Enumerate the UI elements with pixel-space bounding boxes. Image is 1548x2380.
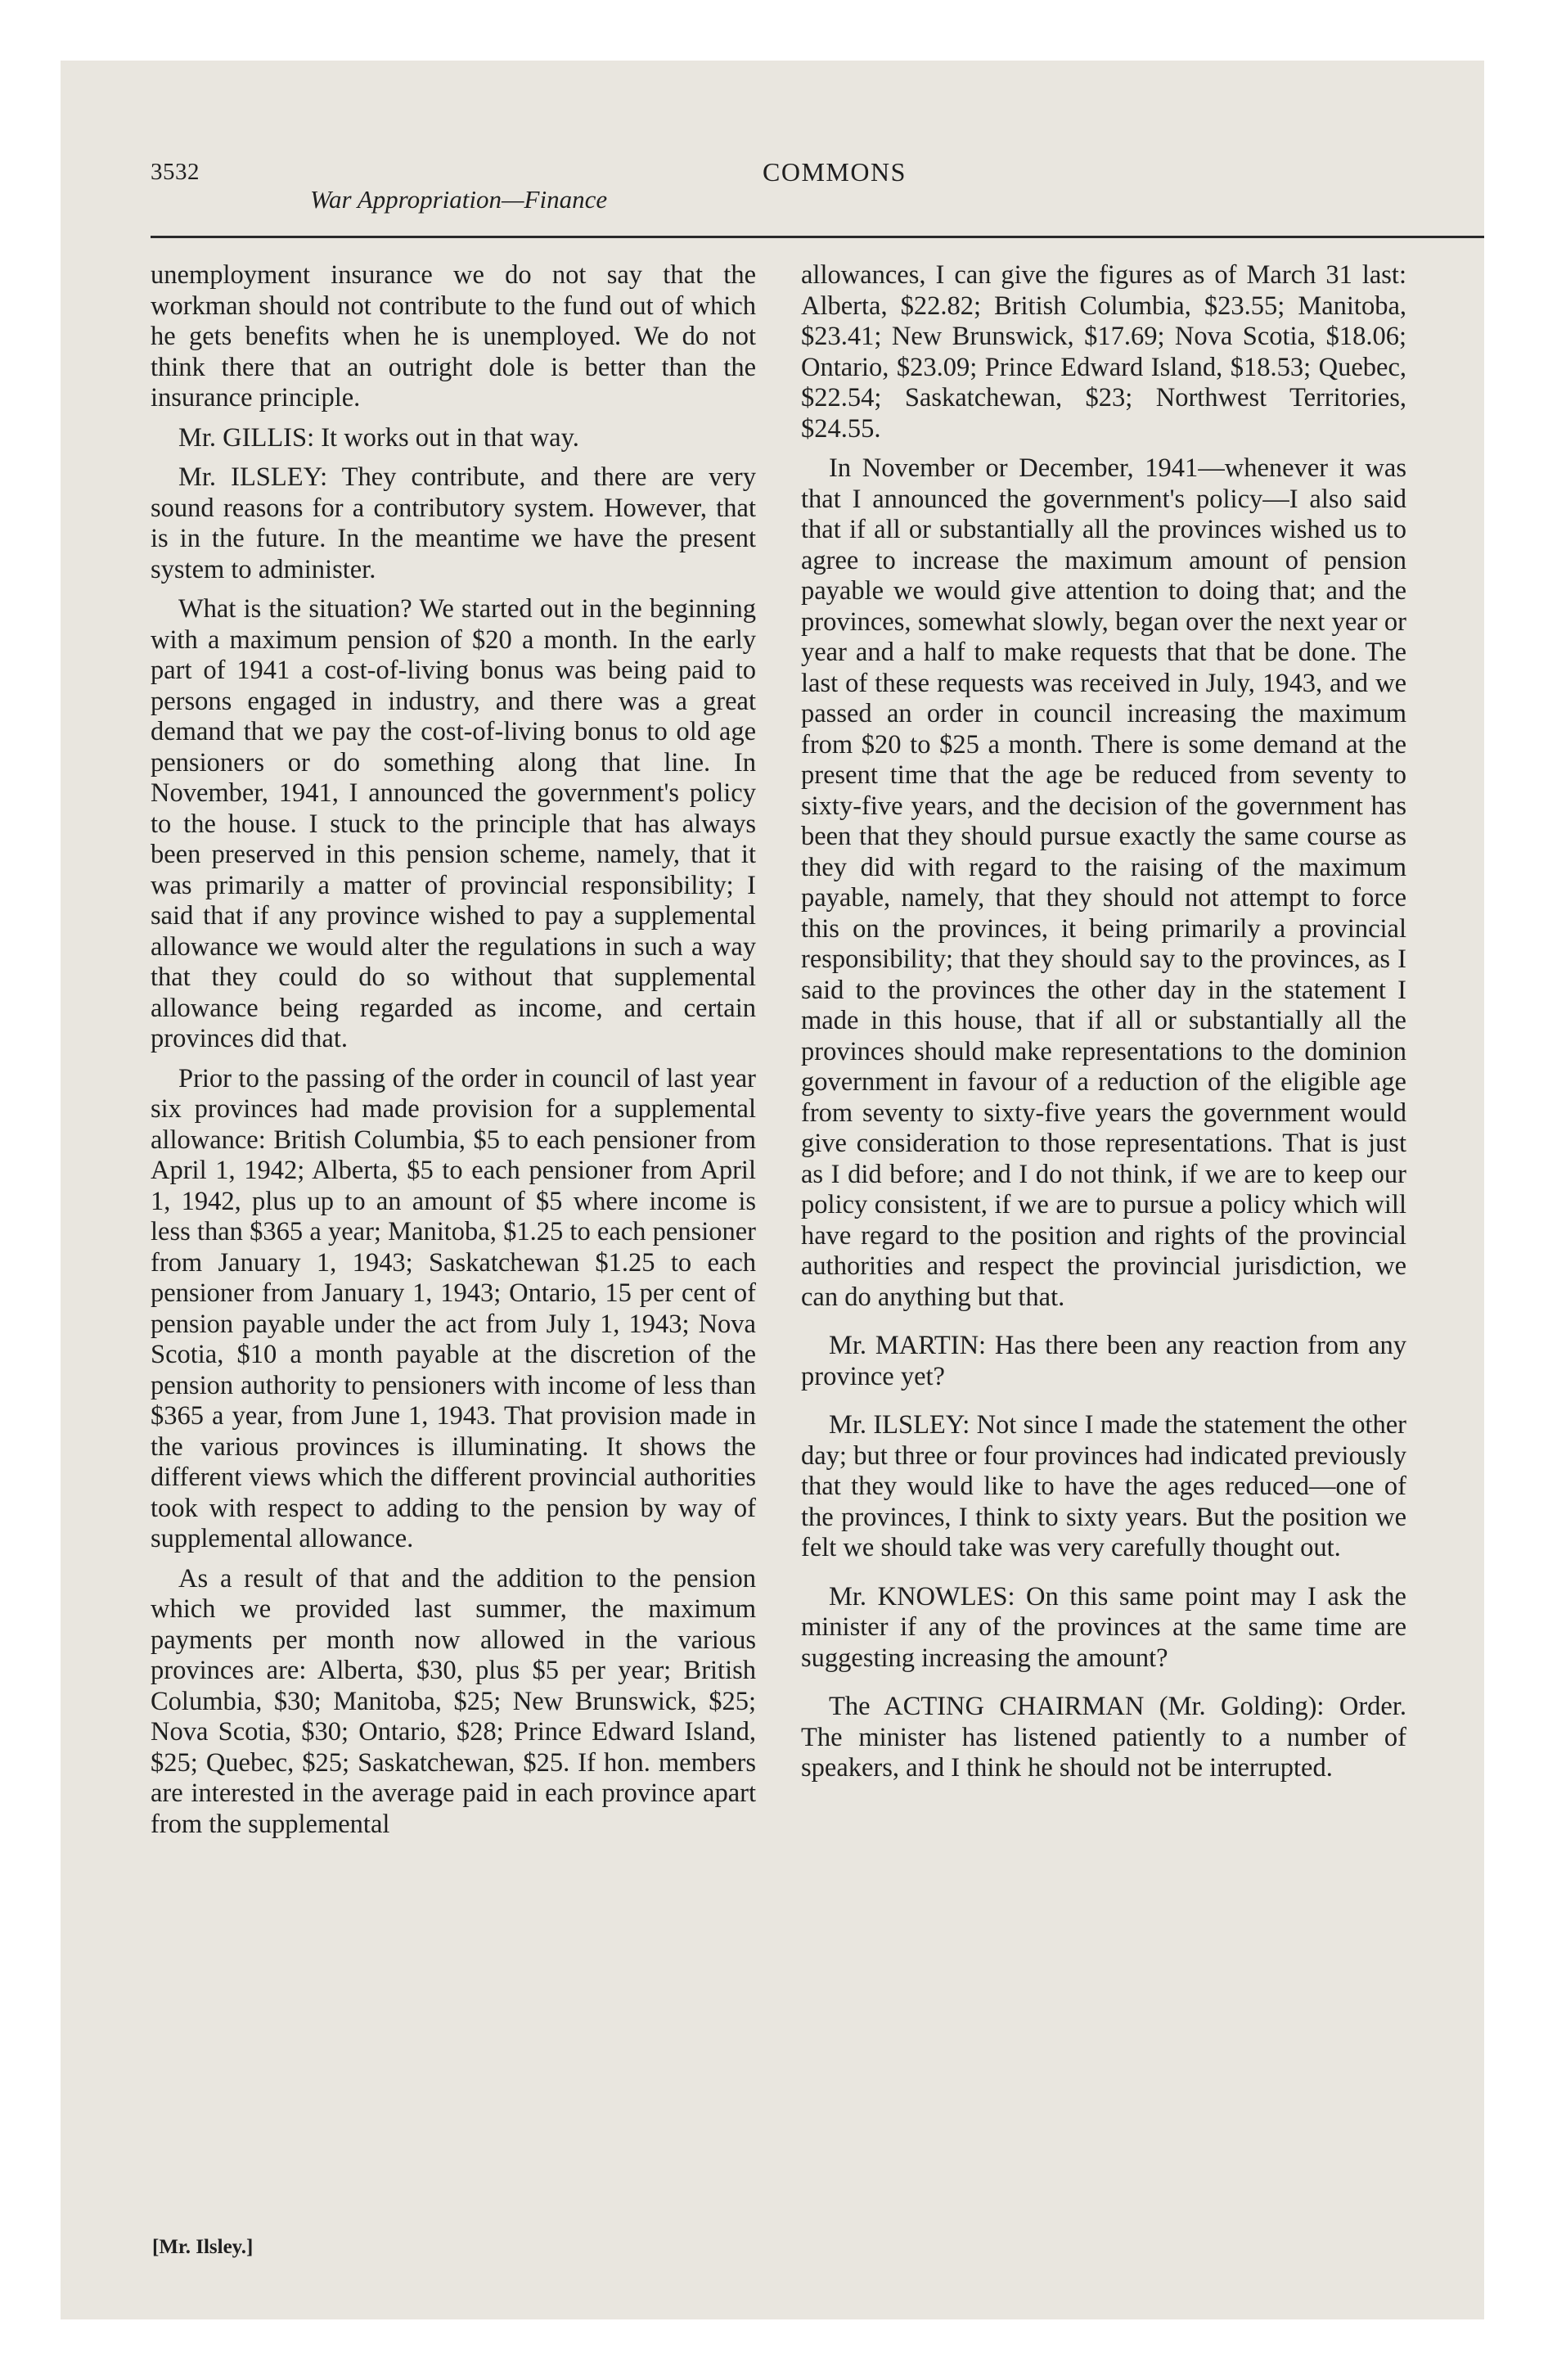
- paragraph: As a result of that and the addition to the pension which we provided last summer, the maximum payments per month now allowed in the various provinces are: Alberta, $30, plus $5 per year; British Columbia, $30; Manitoba, $25; New Brunswick, $25; Nova Scotia, $30; Ontario, $28; Prince Edward Island, $25; Quebec, $25; Saskatchewan, $25. If hon. members are interested in the average paid in each province apart from the supplemental: [151, 1563, 756, 1839]
- right-column: [801, 260, 1406, 1793]
- page-number: 3532: [151, 159, 200, 185]
- paragraph: The ACTING CHAIRMAN (Mr. Golding): Order. The minister has listened patiently to a number of speakers, and I think he should not be interrupted.: [801, 1692, 1406, 1783]
- paragraph: Mr. GILLIS: It works out in that way.: [178, 422, 579, 453]
- paragraph: Mr. MARTIN: Has there been any reaction from any province yet?: [801, 1331, 1406, 1391]
- paragraph: Mr. ILSLEY: They contribute, and there are very sound reasons for a contributory system. However, that is in the future. In the meantime we have the present system to administer.: [151, 462, 756, 584]
- paragraph: In November or December, 1941—whenever it was that I announced the government's policy—I also said that if all or substantially all the provinces wished us to agree to increase the maximum amount of pension payable we would give attention to doing that; and the provinces, somewhat slowly, began over the next year or year and a half to make requests that that be done. The last of these requests was received in July, 1943, and we passed an order in council increasing the maximum from $20 to $25 a month. There is some demand at the present time that the age be reduced from seventy to sixty-five years, and the decision of the government has been that they should pursue exactly the same course as they did with regard to the raising of the maximum payable, namely, that they should not attempt to force this on the provinces, it being primarily a provincial responsibility; that they should say to the provinces, as I said to the provinces the other day in the statement I made in this house, that if all or substantially all the provinces should make representations to the dominion government in favour of a reduction of the eligible age from seventy to sixty-five years the government would give consideration to those representations. That is just as I did before; and I do not think, if we are to keep our policy consistent, if we are to pursue a policy which will have regard to the position and rights of the provincial authorities and respect the provincial jurisdiction, we can do anything but that.: [801, 453, 1406, 1312]
- page-title: COMMONS: [763, 157, 907, 187]
- page-subtitle: War Appropriation—Finance: [310, 185, 608, 214]
- paragraph: What is the situation? We started out in the beginning with a maximum pension of $20 a month. In the early part of 1941 a cost-of-living bonus was being paid to persons engaged in industry, and there was a great demand that we pay the cost-of-living bonus to old age pensioners or do something along that line. In November, 1941, I announced the government's policy to the house. I stuck to the principle that has always been preserved in this pension scheme, namely, that it was primarily a matter of provincial responsibility; I said that if any province wished to pay a supplemental allowance we would alter the regulations in such a way that they could do so without that supplemental allowance being regarded as income, and certain provinces did that.: [151, 594, 756, 1053]
- document-page: [61, 61, 1484, 2319]
- paragraph: Mr. ILSLEY: Not since I made the statement the other day; but three or four provinces had indicated previously that they would like to have the ages reduced—one of the provinces, I think to sixty years. But the position we felt we should take was very carefully thought out.: [801, 1410, 1406, 1562]
- paragraph: Prior to the passing of the order in council of last year six provinces had made provision for a supplemental allowance: British Columbia, $5 to each pensioner from April 1, 1942; Alberta, $5 to each pensioner from April 1, 1942, plus up to an amount of $5 where income is less than $365 a year; Manitoba, $1.25 to each pensioner from January 1, 1943; Saskatchewan $1.25 to each pensioner from January 1, 1943; Ontario, 15 per cent of pension payable under the act from July 1, 1943; Nova Scotia, $10 a month payable at the discretion of the pension authority to pensioners with income of less than $365 a year, from June 1, 1943. That provision made in the various provinces is illuminating. It shows the different views which the different provincial authorities took with respect to adding to the pension by way of supplemental allowance.: [151, 1063, 756, 1553]
- header-rule: [151, 236, 1484, 238]
- paragraph: unemployment insurance we do not say that the workman should not contribute to the fund out of which he gets benefits when he is unemployed. We do not think there that an outright dole is better than the insurance principle.: [151, 260, 756, 412]
- paragraph: Mr. KNOWLES: On this same point may I ask the minister if any of the provinces at the same time are suggesting increasing the amount?: [801, 1581, 1406, 1673]
- speaker-footnote: [Mr. Ilsley.]: [152, 2236, 254, 2258]
- left-column: [151, 260, 756, 1849]
- paragraph: allowances, I can give the figures as of March 31 last: Alberta, $22.82; British Columbia, $23.55; Manitoba, $23.41; New Brunswick, $17.69; Nova Scotia, $18.06; Ontario, $23.09; Prince Edward Island, $18.53; Quebec, $22.54; Saskatchewan, $23; Northwest Territories, $24.55.: [801, 260, 1406, 444]
